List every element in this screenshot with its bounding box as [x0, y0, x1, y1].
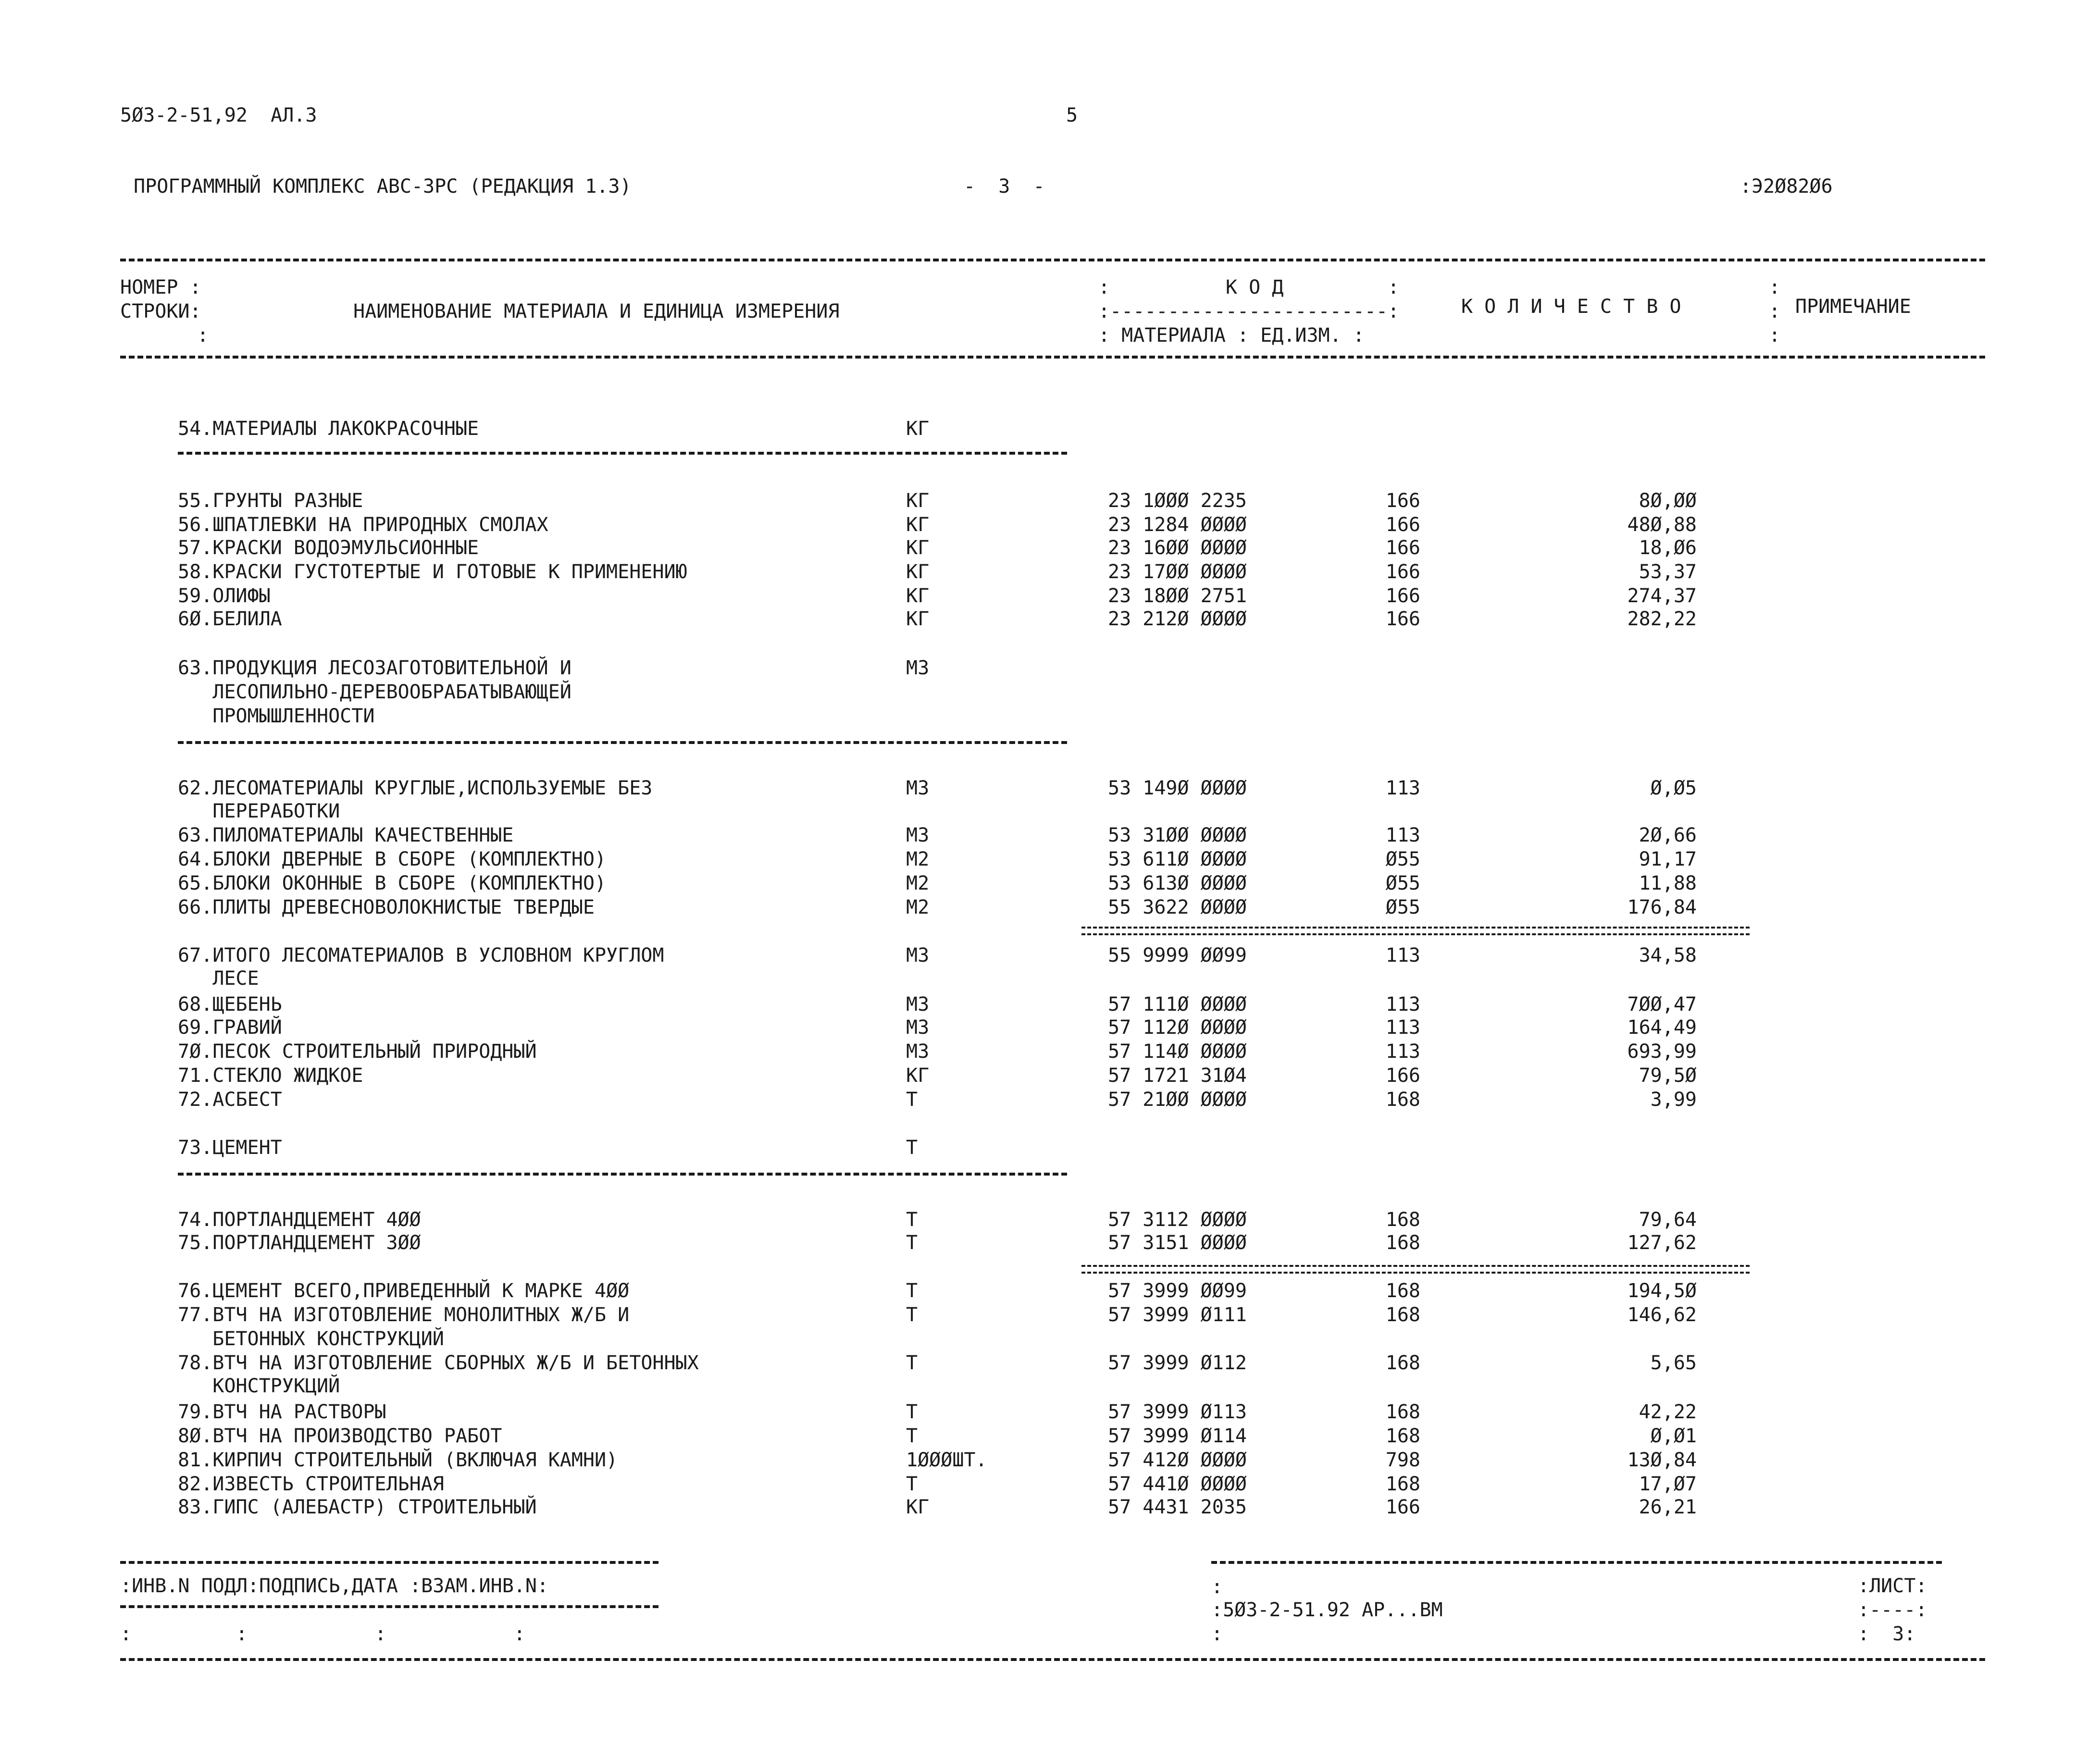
unit-of-measure: КГ: [906, 608, 930, 630]
unit-code: 168: [1385, 1089, 1420, 1111]
material-name: 6Ø.БЕЛИЛА: [178, 608, 282, 630]
material-code: 53 611Ø ØØØØ: [1108, 848, 1247, 870]
quantity-value: 91,17: [1639, 848, 1697, 870]
program-title: ПРОГРАММНЫЙ КОМПЛЕКС АВС-3РС (РЕДАКЦИЯ 1.3): [134, 175, 632, 198]
material-code: 23 212Ø ØØØØ: [1108, 608, 1247, 630]
unit-code: 113: [1385, 824, 1420, 846]
unit-of-measure: Т: [906, 1401, 918, 1423]
material-code: 57 3999 Ø111: [1108, 1304, 1247, 1326]
unit-of-measure: КГ: [906, 514, 930, 536]
quantity-value: 53,37: [1639, 561, 1697, 583]
unit-of-measure: Т: [906, 1089, 918, 1111]
code-header-2: :------------------------:: [1098, 300, 1400, 322]
unit-code: 166: [1385, 585, 1420, 607]
unit-of-measure: М3: [906, 777, 930, 799]
quantity-value: 34,58: [1639, 944, 1697, 966]
material-name: 72.АСБЕСТ: [178, 1089, 282, 1111]
unit-code: 113: [1385, 944, 1420, 966]
material-code: 57 412Ø ØØØØ: [1108, 1449, 1247, 1471]
material-name: 57.КРАСКИ ВОДОЭМУЛЬСИОННЫЕ: [178, 537, 479, 559]
quantity-value: 274,37: [1627, 585, 1697, 607]
unit-of-measure: М3: [906, 1041, 930, 1063]
unit-of-measure: Т: [906, 1209, 918, 1231]
material-code: 23 18ØØ 2751: [1108, 585, 1247, 607]
material-code: 23 1ØØØ 2235: [1108, 490, 1247, 512]
unit-code: 166: [1385, 490, 1420, 512]
quantity-value: 79,5Ø: [1639, 1065, 1697, 1087]
material-code: 57 3151 ØØØØ: [1108, 1232, 1247, 1254]
material-code: 57 111Ø ØØØØ: [1108, 993, 1247, 1016]
stamp-colon-1: :: [1211, 1576, 1223, 1598]
unit-of-measure: Т: [906, 1232, 918, 1254]
material-name: ПРОМЫШЛЕННОСТИ: [178, 705, 375, 727]
material-name: 67.ИТОГО ЛЕСОМАТЕРИАЛОВ В УСЛОВНОМ КРУГЛОМ: [178, 944, 664, 966]
stamp-inv-labels: :ИНВ.N ПОДЛ:ПОДПИСЬ,ДАТА :ВЗАМ.ИНВ.N:: [120, 1575, 549, 1597]
material-name: 68.ЩЕБЕНЬ: [178, 993, 282, 1016]
material-name: 64.БЛОКИ ДВЕРНЫЕ В СБОРЕ (КОМПЛЕКТНО): [178, 848, 607, 870]
name-column-header: НАИМЕНОВАНИЕ МАТЕРИАЛА И ЕДИНИЦА ИЗМЕРЕНИЯ: [353, 300, 840, 322]
quantity-value: 7ØØ,47: [1627, 993, 1697, 1016]
unit-of-measure: Т: [906, 1473, 918, 1495]
quantity-value: 693,99: [1627, 1041, 1697, 1063]
stamp-mid-rule-left: [120, 1605, 659, 1608]
job-code: :Э2Ø82Ø6: [1740, 175, 1833, 198]
unit-of-measure: КГ: [906, 418, 930, 440]
unit-code: 166: [1385, 608, 1420, 630]
material-name: 7Ø.ПЕСОК СТРОИТЕЛЬНЫЙ ПРИРОДНЫЙ: [178, 1041, 537, 1063]
unit-code: 168: [1385, 1401, 1420, 1423]
material-name: 77.ВТЧ НА ИЗГОТОВЛЕНИЕ МОНОЛИТНЫХ Ж/Б И: [178, 1304, 630, 1326]
material-name: 56.ШПАТЛЕВКИ НА ПРИРОДНЫХ СМОЛАХ: [178, 514, 548, 536]
subtotal-rule: [1081, 1265, 1750, 1274]
quantity-value: 127,62: [1627, 1232, 1697, 1254]
unit-code: Ø55: [1385, 896, 1420, 918]
unit-of-measure: КГ: [906, 1496, 930, 1518]
row-number-header-2: СТРОКИ:: [120, 300, 201, 322]
note-column-header: ПРИМЕЧАНИЕ: [1795, 296, 1911, 318]
unit-code: 166: [1385, 1496, 1420, 1518]
unit-of-measure: КГ: [906, 1065, 930, 1087]
material-code: 23 1284 ØØØØ: [1108, 514, 1247, 536]
material-name: 55.ГРУНТЫ РАЗНЫЕ: [178, 490, 363, 512]
unit-code: 168: [1385, 1473, 1420, 1495]
material-name: 62.ЛЕСОМАТЕРИАЛЫ КРУГЛЫЕ,ИСПОЛЬЗУЕМЫЕ БЕЗ: [178, 777, 653, 799]
stamp-sheet-number: : 3:: [1858, 1623, 1916, 1645]
unit-of-measure: М3: [906, 944, 930, 966]
unit-code: 168: [1385, 1280, 1420, 1302]
material-name: 65.БЛОКИ ОКОННЫЕ В СБОРЕ (КОМПЛЕКТНО): [178, 872, 607, 894]
material-code: 57 4431 2035: [1108, 1496, 1247, 1518]
material-name: ПЕРЕРАБОТКИ: [178, 800, 340, 822]
page-number: 5: [1066, 104, 1078, 126]
unit-of-measure: М3: [906, 1016, 930, 1039]
header-top-rule: [120, 259, 1985, 261]
material-code: 57 441Ø ØØØØ: [1108, 1473, 1247, 1495]
unit-of-measure: 1ØØØШТ.: [906, 1449, 987, 1471]
unit-code: 166: [1385, 561, 1420, 583]
unit-of-measure: Т: [906, 1352, 918, 1374]
unit-code: Ø55: [1385, 848, 1420, 870]
unit-of-measure: М2: [906, 896, 930, 918]
quantity-value: 146,62: [1627, 1304, 1697, 1326]
unit-of-measure: Т: [906, 1425, 918, 1447]
material-name: 82.ИЗВЕСТЬ СТРОИТЕЛЬНАЯ: [178, 1473, 444, 1495]
material-name: 58.КРАСКИ ГУСТОТЕРТЫЕ И ГОТОВЫЕ К ПРИМЕНЕНИЮ: [178, 561, 687, 583]
material-code: 57 3999 ØØ99: [1108, 1280, 1247, 1302]
unit-of-measure: М2: [906, 848, 930, 870]
quantity-value: Ø,Ø5: [1650, 777, 1697, 799]
material-name: 8Ø.ВТЧ НА ПРОИЗВОДСТВО РАБОТ: [178, 1425, 502, 1447]
stamp-inv-cells: : : : :: [120, 1623, 525, 1645]
unit-of-measure: Т: [906, 1137, 918, 1159]
header-colon-c: :: [1769, 324, 1781, 347]
material-code: 53 149Ø ØØØØ: [1108, 777, 1247, 799]
unit-code: 168: [1385, 1232, 1420, 1254]
header-colon-b: :: [1769, 300, 1781, 322]
unit-code: 168: [1385, 1425, 1420, 1447]
material-name: 81.КИРПИЧ СТРОИТЕЛЬНЫЙ (ВКЛЮЧАЯ КАМНИ): [178, 1449, 618, 1471]
unit-code: 798: [1385, 1449, 1420, 1471]
quantity-value: 3,99: [1650, 1089, 1697, 1111]
quantity-column-header: К О Л И Ч Е С Т В О: [1461, 296, 1681, 318]
stamp-top-rule-left: [120, 1561, 659, 1564]
quantity-value: 8Ø,ØØ: [1639, 490, 1697, 512]
unit-code: 166: [1385, 514, 1420, 536]
section-rule: [178, 452, 1067, 455]
section-rule: [178, 741, 1067, 744]
quantity-value: 48Ø,88: [1627, 514, 1697, 536]
material-code: 53 613Ø ØØØØ: [1108, 872, 1247, 894]
unit-code: 113: [1385, 1041, 1420, 1063]
unit-of-measure: М3: [906, 657, 930, 679]
material-code: 55 9999 ØØ99: [1108, 944, 1247, 966]
quantity-value: 5,65: [1650, 1352, 1697, 1374]
material-code: 57 3999 Ø112: [1108, 1352, 1247, 1374]
material-name: 73.ЦЕМЕНТ: [178, 1137, 282, 1159]
material-name: 78.ВТЧ НА ИЗГОТОВЛЕНИЕ СБОРНЫХ Ж/Б И БЕТОННЫХ: [178, 1352, 699, 1374]
unit-of-measure: КГ: [906, 537, 930, 559]
quantity-value: 176,84: [1627, 896, 1697, 918]
stamp-bottom-rule: [120, 1658, 1985, 1661]
material-name: 69.ГРАВИЙ: [178, 1016, 282, 1039]
unit-of-measure: КГ: [906, 561, 930, 583]
material-code: 57 3999 Ø114: [1108, 1425, 1247, 1447]
stamp-doc-code: :5Ø3-2-51.92 АР...ВМ: [1211, 1599, 1443, 1621]
material-code: 57 3999 Ø113: [1108, 1401, 1247, 1423]
row-number-header-1: НОМЕР :: [120, 276, 201, 298]
quantity-value: 17,Ø7: [1639, 1473, 1697, 1495]
unit-code: 113: [1385, 777, 1420, 799]
material-name: 66.ПЛИТЫ ДРЕВЕСНОВОЛОКНИСТЫЕ ТВЕРДЫЕ: [178, 896, 595, 918]
material-name: 71.СТЕКЛО ЖИДКОЕ: [178, 1065, 363, 1087]
unit-code: 113: [1385, 1016, 1420, 1039]
quantity-value: 2Ø,66: [1639, 824, 1697, 846]
stamp-top-rule-right: [1211, 1561, 1942, 1564]
unit-code: 168: [1385, 1209, 1420, 1231]
material-name: 76.ЦЕМЕНТ ВСЕГО,ПРИВЕДЕННЫЙ К МАРКЕ 4ØØ: [178, 1280, 630, 1302]
section-rule: [178, 1173, 1067, 1176]
unit-of-measure: М2: [906, 872, 930, 894]
subtotal-rule: [1081, 927, 1750, 935]
material-name: 54.МАТЕРИАЛЫ ЛАКОКРАСОЧНЫЕ: [178, 418, 479, 440]
quantity-value: 13Ø,84: [1627, 1449, 1697, 1471]
material-code: 23 17ØØ ØØØØ: [1108, 561, 1247, 583]
header-colon-a: :: [1769, 276, 1781, 298]
material-code: 53 31ØØ ØØØØ: [1108, 824, 1247, 846]
quantity-value: 11,88: [1639, 872, 1697, 894]
stamp-colon-2: :: [1211, 1623, 1223, 1645]
quantity-value: 42,22: [1639, 1401, 1697, 1423]
material-name: 75.ПОРТЛАНДЦЕМЕНТ 3ØØ: [178, 1232, 421, 1254]
code-header-3: : МАТЕРИАЛА : ЕД.ИЗМ. :: [1098, 324, 1365, 347]
quantity-value: 282,22: [1627, 608, 1697, 630]
material-name: 59.ОЛИФЫ: [178, 585, 271, 607]
unit-of-measure: Т: [906, 1304, 918, 1326]
material-name: 74.ПОРТЛАНДЦЕМЕНТ 4ØØ: [178, 1209, 421, 1231]
material-name: 63.ПИЛОМАТЕРИАЛЫ КАЧЕСТВЕННЫЕ: [178, 824, 514, 846]
quantity-value: 164,49: [1627, 1016, 1697, 1039]
quantity-value: 18,Ø6: [1639, 537, 1697, 559]
unit-of-measure: КГ: [906, 490, 930, 512]
unit-code: 166: [1385, 1065, 1420, 1087]
unit-code: 168: [1385, 1352, 1420, 1374]
quantity-value: 194,5Ø: [1627, 1280, 1697, 1302]
material-name: 63.ПРОДУКЦИЯ ЛЕСОЗАГОТОВИТЕЛЬНОЙ И: [178, 657, 572, 679]
quantity-value: 26,21: [1639, 1496, 1697, 1518]
code-header-1: : К О Д :: [1098, 276, 1400, 298]
material-code: 57 112Ø ØØØØ: [1108, 1016, 1247, 1039]
material-name: 83.ГИПС (АЛЕБАСТР) СТРОИТЕЛЬНЫЙ: [178, 1496, 537, 1518]
material-code: 57 1721 31Ø4: [1108, 1065, 1247, 1087]
unit-of-measure: М3: [906, 824, 930, 846]
material-name: ЛЕСОПИЛЬНО-ДЕРЕВООБРАБАТЫВАЮЩЕЙ: [178, 681, 572, 703]
document-code: 5Ø3-2-51,92 АЛ.3: [120, 104, 317, 126]
sheet-mark: - 3 -: [964, 175, 1045, 198]
quantity-value: 79,64: [1639, 1209, 1697, 1231]
material-code: 57 21ØØ ØØØØ: [1108, 1089, 1247, 1111]
material-name: КОНСТРУКЦИЙ: [178, 1375, 340, 1397]
material-code: 57 114Ø ØØØØ: [1108, 1041, 1247, 1063]
row-number-header-3: :: [197, 324, 209, 347]
unit-code: 168: [1385, 1304, 1420, 1326]
unit-of-measure: КГ: [906, 585, 930, 607]
stamp-sheet-label: :ЛИСТ:: [1858, 1575, 1927, 1597]
material-name: 79.ВТЧ НА РАСТВОРЫ: [178, 1401, 386, 1423]
material-code: 23 16ØØ ØØØØ: [1108, 537, 1247, 559]
unit-code: 113: [1385, 993, 1420, 1016]
material-name: БЕТОННЫХ КОНСТРУКЦИЙ: [178, 1328, 444, 1350]
unit-of-measure: М3: [906, 993, 930, 1016]
stamp-sheet-separator: :----:: [1858, 1599, 1927, 1621]
material-code: 55 3622 ØØØØ: [1108, 896, 1247, 918]
material-name: ЛЕСЕ: [178, 967, 259, 990]
quantity-value: Ø,Ø1: [1650, 1425, 1697, 1447]
header-bottom-rule: [120, 356, 1985, 359]
unit-code: 166: [1385, 537, 1420, 559]
unit-of-measure: Т: [906, 1280, 918, 1302]
material-code: 57 3112 ØØØØ: [1108, 1209, 1247, 1231]
unit-code: Ø55: [1385, 872, 1420, 894]
